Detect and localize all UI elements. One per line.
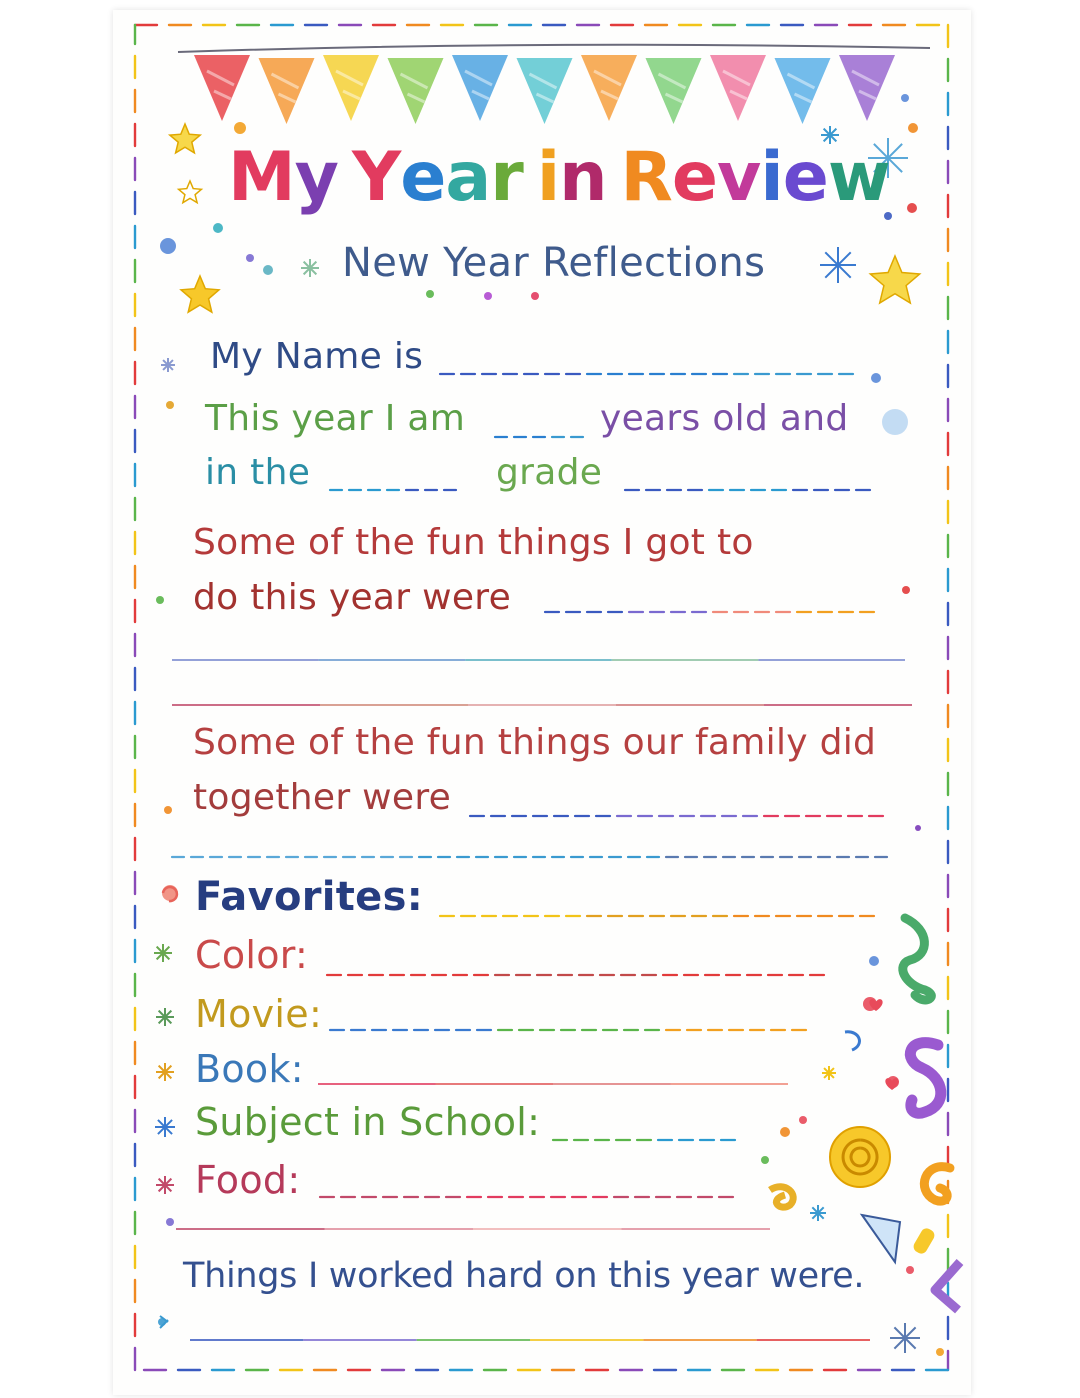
confetti-dot — [166, 1218, 174, 1226]
confetti-dot — [901, 94, 909, 102]
confetti-dot — [531, 292, 539, 300]
coin-icon — [830, 1127, 890, 1187]
confetti-dot — [164, 806, 172, 814]
family-things-line-1: Some of the fun things our family did — [193, 722, 877, 763]
confetti-dot — [902, 586, 910, 594]
confetti-dot — [871, 373, 881, 383]
confetti-dot — [915, 825, 921, 831]
confetti-dot — [936, 1348, 944, 1356]
confetti-dot — [906, 1266, 914, 1274]
subtitle: New Year Reflections — [342, 240, 766, 286]
favorite-food-label: Food: — [195, 1158, 301, 1202]
confetti-dot — [213, 223, 223, 233]
confetti-dot — [246, 254, 254, 262]
grade-prefix-label: in the — [205, 452, 311, 493]
bunting-flag — [388, 58, 444, 124]
swirl-icon — [845, 1032, 859, 1050]
bunting-flag — [710, 55, 766, 121]
star-icon — [170, 124, 200, 153]
bunting-string — [178, 45, 930, 52]
family-things-line-2: together were — [193, 777, 452, 818]
age-suffix-label: years old and — [600, 398, 849, 439]
favorite-movie-label: Movie: — [195, 992, 323, 1036]
favorites-heading: Favorites: — [195, 874, 424, 920]
bunting-flag — [775, 58, 831, 124]
confetti-dot — [426, 290, 434, 298]
bunting-flag — [839, 55, 895, 121]
swirl-icon — [910, 1043, 940, 1114]
confetti-dot — [484, 292, 492, 300]
confetti-dot — [263, 265, 273, 275]
swirl-icon — [770, 1187, 793, 1207]
fun-things-line-1: Some of the fun things I got to — [193, 522, 754, 563]
bunting-flag — [581, 55, 637, 121]
name-label: My Name is — [210, 336, 424, 377]
confetti-dot — [907, 203, 917, 213]
confetti-dot — [799, 1116, 807, 1124]
bunting-flag — [517, 58, 573, 124]
confetti-piece — [911, 1226, 936, 1256]
confetti-dot — [160, 238, 176, 254]
bunting-flag — [646, 58, 702, 124]
favorite-book-label: Book: — [195, 1047, 304, 1091]
bunting-flag — [259, 58, 315, 124]
fun-things-line-2: do this year were — [193, 577, 512, 618]
grade-suffix-label: grade — [496, 452, 603, 493]
confetti-dot — [761, 1156, 769, 1164]
confetti-dot — [869, 956, 879, 966]
bunting-flag — [194, 55, 250, 121]
star-icon — [179, 181, 202, 203]
favorite-subject-label: Subject in School: — [195, 1100, 541, 1144]
bunting-flag — [452, 55, 508, 121]
confetti-shard — [862, 1215, 900, 1262]
favorite-color-label: Color: — [195, 933, 309, 977]
star-icon — [870, 256, 919, 303]
confetti-dot — [234, 122, 246, 134]
worked-hard-label: Things I worked hard on this year were. — [183, 1256, 865, 1296]
confetti-dot — [156, 596, 164, 604]
page-title: My Year in Review — [228, 138, 890, 217]
age-prefix-label: This year I am — [205, 398, 466, 439]
confetti-dot — [882, 409, 908, 435]
confetti-dot — [166, 401, 174, 409]
swirl-icon — [903, 918, 932, 1000]
confetti-dot — [908, 123, 918, 133]
star-icon — [181, 276, 219, 312]
bunting-flag — [323, 55, 379, 121]
confetti-dot — [780, 1127, 790, 1137]
swirl-icon — [924, 1167, 950, 1201]
